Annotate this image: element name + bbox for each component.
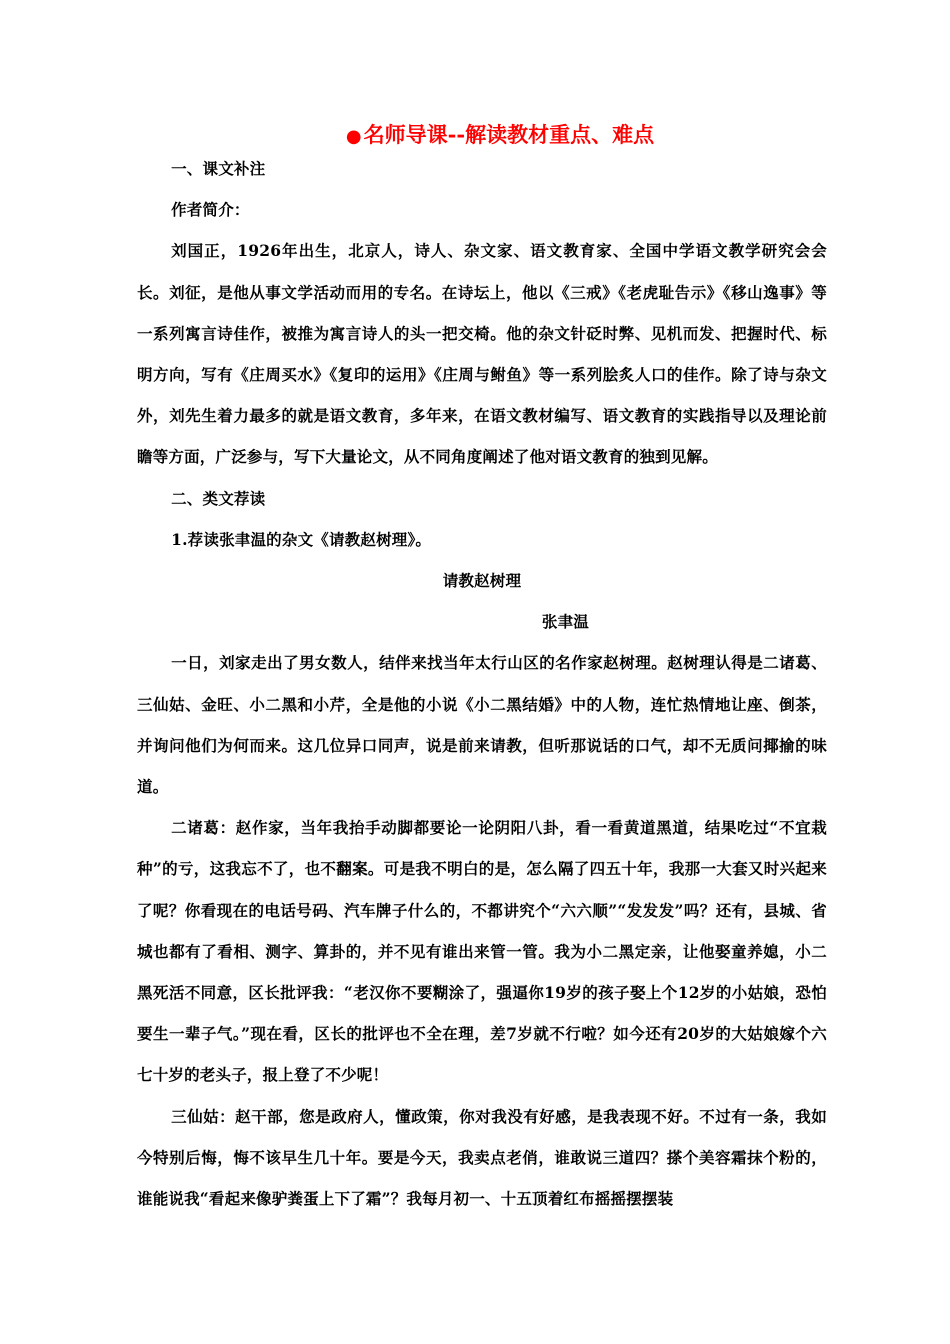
article-author: 张聿温 [541,612,589,632]
document-body [137,148,827,1219]
red-bullet-icon: ● [345,126,362,147]
author-intro-paragraph: 刘国正，1926年出生，北京人，诗人、杂文家、语文教育家、全国中学语文教学研究会会长。刘征，是他从事文学活动而用的专名。在诗坛上，他以《三戒》《老虎耻告示》《移山逸事》等一系列寓言诗佳作，被推为寓言诗人的头一把交椅。他的杂文针砭时弊、见机而发、把握时代、标明方向，写有《庄周买水》《复印的运用》《庄周与鲋鱼》等一系列脍炙人口的佳作。除了诗与杂文外，刘先生着力最多的就是语文教育，多年来，在语文教材编写、语文教育的实践指导以及理论前瞻等方面，广泛参与，写下大量论文，从不同角度阐述了他对语文教育的独到见解。 [137,241,827,467]
article-paragraph-3: 三仙姑：赵干部，您是政府人，懂政策，你对我没有好感，是我表现不好。不过有一条，我如今特别后悔，悔不该早生几十年。要是今天，我卖点老俏，谁敢说三道四？搽个美容霜抹个粉的，谁能说我“看起来像驴粪蛋上下了霜”？我每月初一、十五顶着红布摇摇摆摆装 [137,1106,827,1209]
recommended-item: 1.荐读张聿温的杂文《请教赵树理》。 [171,529,432,549]
section-heading-notes: 一、课文补注 [171,159,266,178]
article-paragraph-1: 一日，刘家走出了男女数人，结伴来找当年太行山区的名作家赵树理。赵树理认得是二诸葛、三仙姑、金旺、小二黑和小芹，全是他的小说《小二黑结婚》中的人物，连忙热情地让座、倒茶，并询问他们为何而来。这几位异口同声，说是前来请教，但听那说话的口气，却不无质问揶揄的味道。 [137,653,827,797]
article-title: 请教赵树理 [442,571,522,591]
page-title-text: 名师导课--解读教材重点、难点 [363,122,655,147]
author-intro-label: 作者简介： [171,200,250,220]
article-paragraph-2: 二诸葛：赵作家，当年我抬手动脚都要论一论阴阳八卦，看一看黄道黑道，结果吃过“不宜栽种”的亏，这我忘不了，也不翻案。可是我不明白的是，怎么隔了四五十年，我那一大套又时兴起来了呢？你看现在的电话号码、汽车牌子什么的，不都讲究个“六六顺”“发发发”吗？还有，县城、省城也都有了看相、测字、算卦的，并不见有谁出来管一管。我为小二黑定亲，让他娶童养媳，小二黑死活不同意，区长批评我：“老汉你不要糊涂了，强逼你19岁的孩子娶上个12岁的小姑娘，恐怕要生一辈子气。”现在看，区长的批评也不全在理，差7岁就不行啦？如今还有20岁的大姑娘嫁个六七十岁的老头子，报上登了不少呢！ [137,818,827,1085]
section-heading-recommended: 二、类文荐读 [171,488,266,508]
